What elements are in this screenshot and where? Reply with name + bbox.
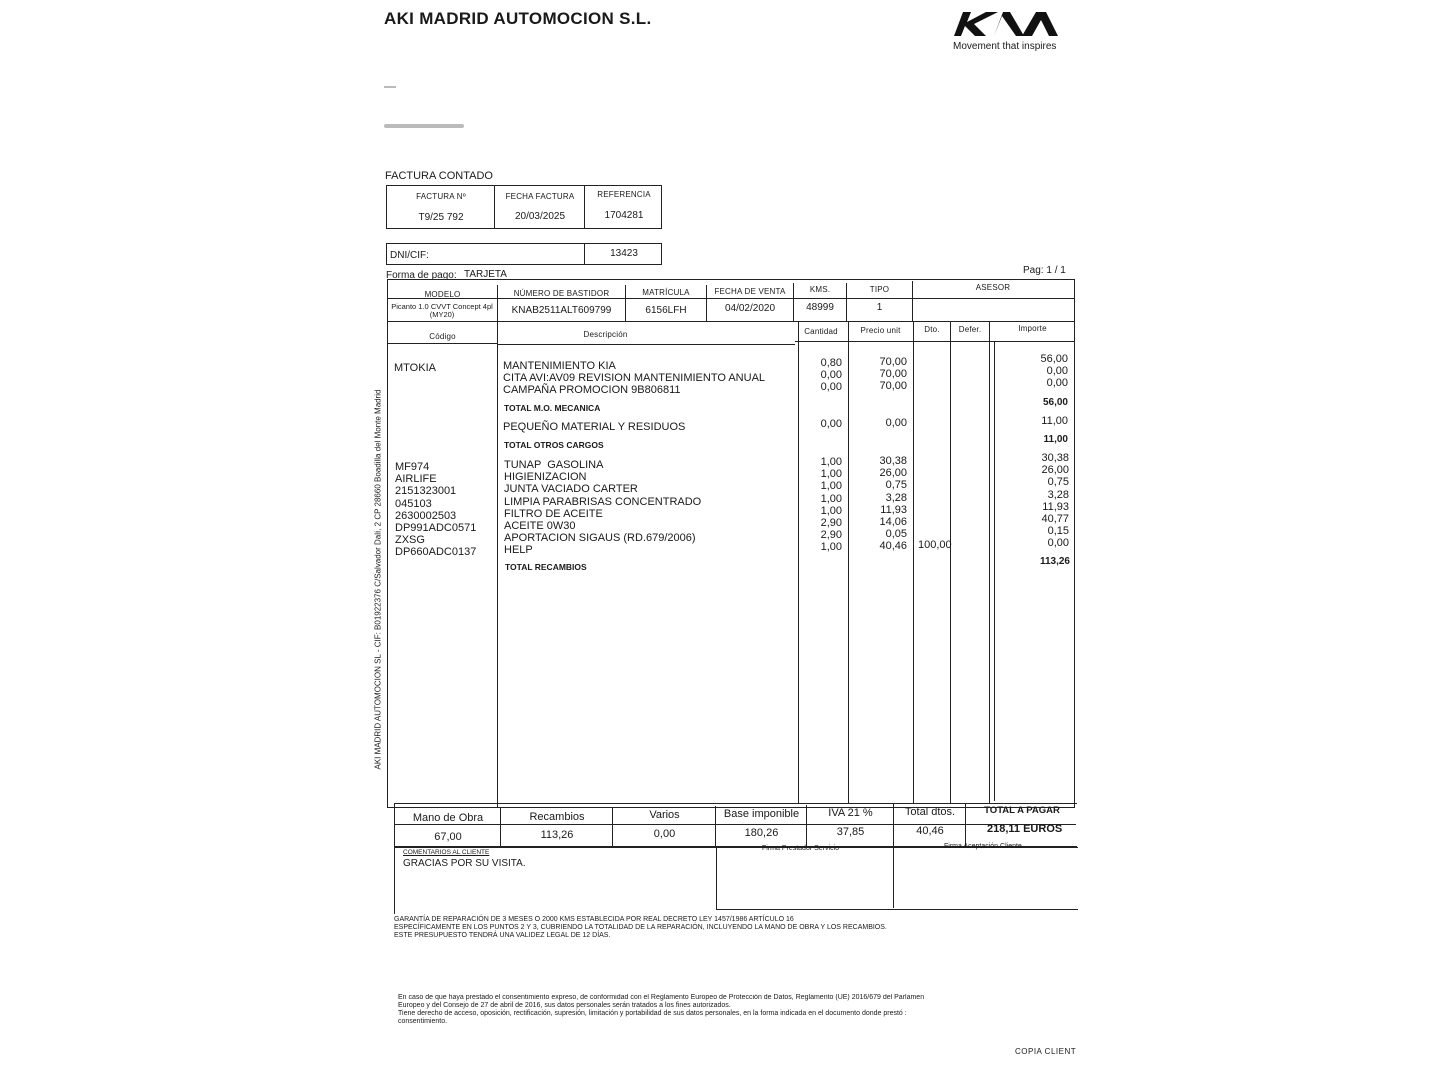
dtos-value: 40,46 bbox=[916, 825, 944, 837]
col-defer: Defer. bbox=[958, 325, 982, 334]
garantia-text: GARANTÍA DE REPARACIÓN DE 3 MESES O 2000 KMS ESTABLECIDA POR REAL DECRETO LEY 1457/1986 ARTÍCULO 16 ESPECÍFICAMENTE EN LOS PUNTOS 2 Y 3, CUBRIENDO LA TOTALIDAD DE LA REPARACIÓN, INCLUYENDO LA MANO DE OBRA Y LOS RECAMBIOS. ESTE PRESUPUESTO TENDRÁ UNA VALIDEZ LEGAL DE 12 DÍAS. bbox=[394, 916, 887, 939]
redacted-email bbox=[384, 124, 464, 128]
col-descripcion: Descripción bbox=[583, 330, 628, 339]
g2-price: 0,00 bbox=[885, 417, 907, 429]
privacidad-text: En caso de que haya prestado el consentimiento expreso, de conformidad con el Reglamento Europeo de Protección de Datos, Reglamento (UE) 2016/679 del Parlamen Europeo y del Consejo de 27 de abril de 2016, sus datos personales serán tratados a los fines autorizados. Tiene derecho de acceso, oposición, rectificación, supresión, limitación y portabilidad de sus datos personales, en la forma indicada en el documento donde prestó : consentimiento. bbox=[398, 994, 925, 1025]
recambios-label: Recambios bbox=[529, 811, 585, 823]
g2-amount: 11,00 bbox=[1041, 415, 1068, 427]
base-value: 180,26 bbox=[744, 827, 779, 839]
recambios-value: 113,26 bbox=[540, 829, 574, 841]
bastidor-label: NÚMERO DE BASTIDOR bbox=[513, 289, 610, 298]
g3-total: 113,26 bbox=[1039, 556, 1070, 567]
referencia-label: REFERENCIA bbox=[597, 190, 651, 199]
comentarios-label: COMENTARIOS AL CLIENTE bbox=[403, 849, 490, 856]
total-pagar-value: 218,11 EUROS bbox=[987, 823, 1063, 835]
pago-label: Forma de pago: bbox=[386, 270, 457, 281]
base-label: Base imponible bbox=[723, 808, 800, 820]
tipo: 1 bbox=[876, 302, 883, 313]
g3-qty: 1,00 1,00 1,00 1,00 1,00 2,90 2,90 1,00 bbox=[820, 456, 842, 554]
matricula: 6156LFH bbox=[645, 305, 687, 316]
kms: 48999 bbox=[806, 302, 834, 313]
g1-total-label: TOTAL M.O. MECANICA bbox=[504, 403, 601, 413]
tipo-label: TIPO bbox=[869, 285, 890, 294]
firma-prestador: Firma Prestador Servicio bbox=[762, 845, 840, 852]
g3-amount: 30,38 26,00 0,75 3,28 11,93 40,77 0,15 0,00 bbox=[1041, 452, 1069, 550]
referencia: 1704281 bbox=[604, 210, 644, 221]
col-dto: Dto. bbox=[924, 325, 940, 334]
g3-desc: TUNAP GASOLINA HIGIENIZACION JUNTA VACIADO CARTER LIMPIA PARABRISAS CONCENTRADO FILTRO DE ACEITE ACEITE 0W30 APORTACION SIGAUS (RD.679/2006) HELP bbox=[504, 459, 702, 557]
factura-label: FACTURA Nº bbox=[416, 192, 466, 201]
dtos-label: Total dtos. bbox=[904, 806, 956, 818]
dni-label: DNI/CIF: bbox=[390, 250, 429, 261]
copia-cliente: COPIA CLIENT bbox=[1015, 1047, 1077, 1056]
varios-value: 0,00 bbox=[653, 828, 676, 840]
company-name: AKI MADRID AUTOMOCION S.L. bbox=[384, 9, 652, 28]
col-importe: Importe bbox=[1018, 324, 1047, 333]
kia-logo-icon bbox=[952, 10, 1060, 38]
pago-value: TARJETA bbox=[464, 269, 507, 280]
mano-label: Mano de Obra bbox=[412, 812, 484, 824]
total-pagar-label: TOTAL A PAGAR bbox=[984, 805, 1060, 816]
iva-label: IVA 21 % bbox=[828, 807, 873, 819]
g1-total: 56,00 bbox=[1042, 397, 1068, 408]
g1-price: 70,00 70,00 70,00 bbox=[879, 356, 907, 393]
g1-codes: MTOKIA bbox=[394, 362, 436, 374]
kia-logo bbox=[952, 10, 1062, 40]
asesor-label: ASESOR bbox=[975, 283, 1011, 292]
g3-dto: 100,00 bbox=[918, 539, 952, 551]
dni-value: 13423 bbox=[610, 248, 638, 259]
g3-codes: MF974 AIRLIFE 2151323001 045103 2630002503 DP991ADC0571 ZXSG DP660ADC0137 bbox=[395, 461, 477, 559]
side-company-info: AKI MADRID AUTOMOCION SL - CIF: B01922376 C/Salvador Dalí, 2 CP 28660 Boadilla del Monte Madrid bbox=[373, 389, 383, 770]
bastidor: KNAB2511ALT609799 bbox=[511, 305, 612, 316]
g2-desc: PEQUEÑO MATERIAL Y RESIDUOS bbox=[503, 421, 686, 433]
varios-label: Varios bbox=[649, 809, 680, 821]
g2-total: 11,00 bbox=[1043, 434, 1068, 445]
fecha-factura: 20/03/2025 bbox=[514, 211, 566, 222]
firma-cliente: Firma Aceptación Cliente bbox=[944, 843, 1022, 850]
kms-label: KMS. bbox=[809, 285, 831, 294]
items-table bbox=[387, 279, 1075, 808]
modelo: Picanto 1.0 CVVT Concept 4pl (MY20) bbox=[391, 302, 493, 319]
redacted-address bbox=[384, 86, 396, 88]
g1-desc: MANTENIMIENTO KIA CITA AVI:AV09 REVISION MANTENIMIENTO ANUAL CAMPAÑA PROMOCION 9B806811 bbox=[503, 360, 766, 397]
fecha-venta: 04/02/2020 bbox=[724, 303, 776, 314]
g3-total-label: TOTAL RECAMBIOS bbox=[505, 562, 587, 572]
kia-tagline: Movement that inspires bbox=[953, 41, 1057, 52]
fecha-venta-label: FECHA DE VENTA bbox=[714, 287, 786, 296]
doc-type: FACTURA CONTADO bbox=[385, 170, 493, 182]
iva-value: 37,85 bbox=[836, 826, 865, 838]
col-precio: Precio unit bbox=[860, 326, 901, 335]
mano-value: 67,00 bbox=[434, 831, 462, 843]
fecha-factura-label: FECHA FACTURA bbox=[505, 192, 575, 201]
g1-amount: 56,00 0,00 0,00 bbox=[1040, 353, 1068, 390]
page-number: Pag: 1 / 1 bbox=[1023, 265, 1066, 276]
g3-price: 30,38 26,00 0,75 3,28 11,93 14,06 0,05 40,46 bbox=[879, 455, 907, 553]
comentarios: GRACIAS POR SU VISITA. bbox=[403, 858, 526, 869]
g2-qty: 0,00 bbox=[820, 418, 842, 430]
modelo-label: MODELO bbox=[424, 290, 461, 299]
col-codigo: Código bbox=[429, 332, 456, 341]
matricula-label: MATRÍCULA bbox=[642, 288, 690, 297]
factura-number: T9/25 792 bbox=[418, 212, 464, 223]
col-cantidad: Cantidad bbox=[804, 327, 838, 336]
g2-total-label: TOTAL OTROS CARGOS bbox=[504, 440, 604, 450]
g1-qty: 0,80 0,00 0,00 bbox=[820, 357, 842, 394]
